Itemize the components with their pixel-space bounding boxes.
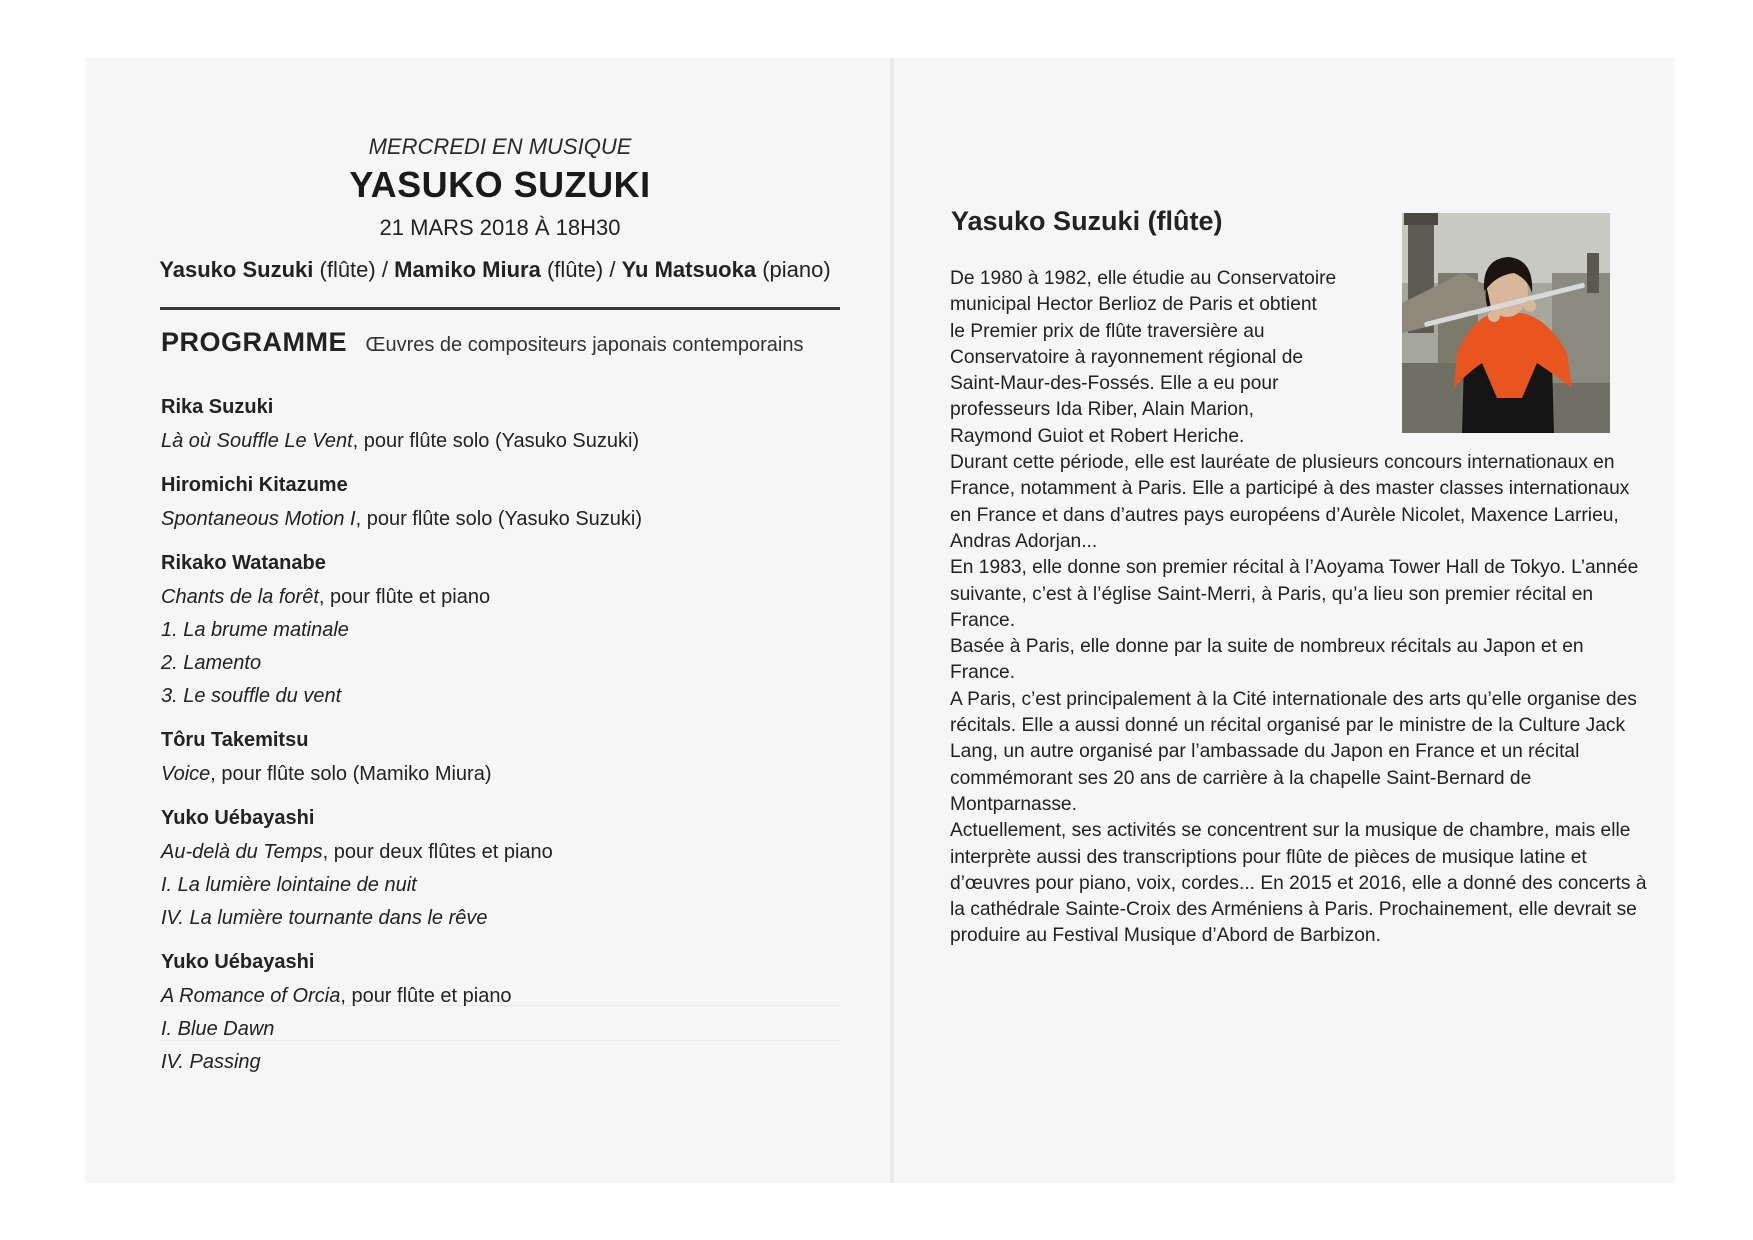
bio-intro-line: municipal Hector Berlioz de Paris et obtient bbox=[950, 294, 1317, 316]
biography-heading: Yasuko Suzuki (flûte) bbox=[951, 206, 1223, 236]
movement: 3. Le souffle du vent bbox=[161, 685, 342, 707]
work-details: , pour flûte et piano bbox=[318, 586, 491, 608]
work-details: , pour deux flûtes et piano bbox=[322, 841, 553, 863]
performer-separator: / bbox=[609, 257, 616, 282]
performer-name: Mamiko Miura bbox=[394, 257, 541, 282]
composer-name: Yuko Uébayashi bbox=[161, 951, 315, 973]
programme-subtitle: Œuvres de compositeurs japonais contemporains bbox=[365, 334, 804, 356]
work-line bbox=[161, 835, 881, 869]
work-title: A Romance of Orcia bbox=[161, 985, 341, 1007]
bio-intro-line: le Premier prix de flûte traversière au bbox=[950, 320, 1265, 342]
composer-name: Yuko Uébayashi bbox=[161, 807, 315, 829]
movement: IV. La lumière tournante dans le rêve bbox=[161, 907, 488, 929]
programme-item bbox=[161, 390, 881, 458]
performer-name: Yu Matsuoka bbox=[621, 257, 757, 282]
programme-header bbox=[161, 327, 803, 358]
movement: IV. Passing bbox=[161, 1051, 261, 1073]
bio-intro-line: professeurs Ida Riber, Alain Marion, bbox=[950, 399, 1254, 421]
performers-line bbox=[120, 257, 870, 283]
work-line bbox=[161, 424, 881, 458]
artist-name: YASUKO SUZUKI bbox=[349, 164, 651, 205]
concert-series: MERCREDI EN MUSIQUE bbox=[368, 134, 632, 159]
bio-paragraph: Basée à Paris, elle donne par la suite de nombreux récitals au Japon et en France. bbox=[950, 636, 1584, 684]
work-line bbox=[161, 502, 881, 536]
work-line bbox=[161, 580, 881, 614]
bio-intro bbox=[950, 266, 1365, 450]
performer-instrument: (flûte) bbox=[546, 257, 604, 282]
work-title: Chants de la forêt bbox=[161, 586, 319, 608]
bio-intro-line: Raymond Guiot et Robert Heriche. bbox=[950, 425, 1245, 447]
programme-item bbox=[161, 723, 881, 791]
programme-list bbox=[161, 390, 881, 1089]
header-divider bbox=[160, 307, 840, 310]
work-title: Là où Souffle Le Vent bbox=[161, 430, 353, 452]
work-line bbox=[161, 757, 881, 791]
programme-title: PROGRAMME bbox=[161, 327, 347, 357]
programme-item bbox=[161, 801, 881, 935]
movement: I. La lumière lointaine de nuit bbox=[161, 874, 417, 896]
page-fold bbox=[890, 58, 894, 1183]
movement: I. Blue Dawn bbox=[161, 1018, 275, 1040]
programme-item bbox=[161, 468, 881, 536]
movement: 2. Lamento bbox=[161, 652, 262, 674]
work-line bbox=[161, 979, 881, 1013]
performer-separator: / bbox=[381, 257, 388, 282]
biography-text bbox=[950, 266, 1650, 950]
bio-paragraph: Durant cette période, elle est lauréate de plusieurs concours internationaux en France, notamment à Paris. Elle a participé à des master classes internationaux en France et dans d’autres pays européens d’Aurèle Nicolet, Maxence Larrieu, Andras Adorjan... bbox=[950, 452, 1630, 552]
work-title: Voice bbox=[161, 763, 211, 785]
work-details: , pour flûte solo (Mamiko Miura) bbox=[210, 763, 492, 785]
programme-item bbox=[161, 945, 881, 1079]
bio-paragraph: Actuellement, ses activités se concentrent sur la musique de chambre, mais elle interprète aussi des transcriptions pour flûte de pièces de musique latine et d’œuvres pour piano, voix, cordes... En 2015 et 2016, elle a donné des concerts à la cathédrale Sainte-Croix des Arméniens à Paris. Prochainement, elle devrait se produire au Festival Musique d’Abord de Barbizon. bbox=[950, 820, 1647, 947]
bio-paragraph: A Paris, c’est principalement à la Cité internationale des arts qu’elle organise des récitals. Elle a aussi donné un récital organisé par le ministre de la Culture Jack Lang, un autre organisé par l’ambassade du Japon en France et un récital commémorant ses 20 ans de carrière à la chapelle Saint-Bernard de Montparnasse. bbox=[950, 688, 1637, 815]
composer-name: Tôru Takemitsu bbox=[161, 729, 309, 751]
composer-name: Rika Suzuki bbox=[161, 396, 274, 418]
movement: 1. La brume matinale bbox=[161, 619, 349, 641]
work-title: Spontaneous Motion I bbox=[161, 508, 356, 530]
bio-intro-line: Saint-Maur-des-Fossés. Elle a eu pour bbox=[950, 373, 1279, 395]
bio-intro-line: De 1980 à 1982, elle étudie au Conservatoire bbox=[950, 268, 1337, 289]
composer-name: Hiromichi Kitazume bbox=[161, 474, 348, 496]
performer-name: Yasuko Suzuki bbox=[159, 257, 314, 282]
bio-intro-line: Conservatoire à rayonnement régional de bbox=[950, 346, 1304, 368]
work-details: , pour flûte et piano bbox=[340, 985, 512, 1007]
composer-name: Rikako Watanabe bbox=[161, 552, 326, 574]
work-details: , pour flûte solo (Yasuko Suzuki) bbox=[352, 430, 640, 452]
performer-instrument: (piano) bbox=[762, 257, 831, 282]
performer-instrument: (flûte) bbox=[319, 257, 376, 282]
work-details: , pour flûte solo (Yasuko Suzuki) bbox=[355, 508, 643, 530]
programme-item bbox=[161, 546, 881, 713]
work-title: Au-delà du Temps bbox=[161, 841, 323, 863]
bio-paragraph: En 1983, elle donne son premier récital à l’Aoyama Tower Hall de Tokyo. L’année suivante, c’est à l’église Saint-Merri, à Paris, qu’a lieu son premier récital en France. bbox=[950, 557, 1639, 631]
concert-date: 21 MARS 2018 À 18H30 bbox=[379, 215, 621, 240]
